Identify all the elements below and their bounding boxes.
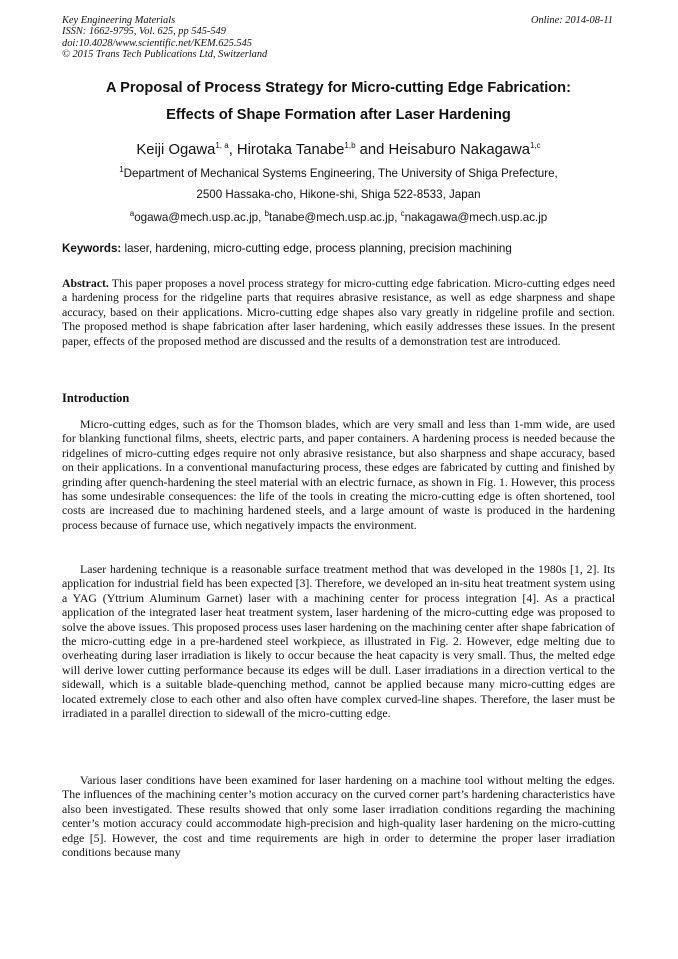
intro-paragraph-1: Micro-cutting edges, such as for the Thomson blades, which are very small and less than 1-mm wide, are used for blanking functional films, sheets, electric parts, and paper containers. A hardening process is needed because the ridgelines of micro-cutting edges require not only abrasive resistance, but also sharpness and shape accuracy, based on their applications. In a conventional manufacturing process, these edges are fabricated by cutting and finished by grinding after quench-hardening the steel material with an electric furnace, as shown in Fig. 1. However, this process has some undesirable consequences: the life of the tools in creating the micro-cutting edge is often shortened, tool costs are increased due to machining hardened steels, and a large amount of waste is produced in the hardening process because of furnace use, which negatively impacts the environment. [62,417,615,532]
author-superscript: 1, a [215,141,229,150]
abstract-text: This paper proposes a novel process strategy for micro-cutting edge fabrication. Micro-cutting edges need a hardening process for the ridgeline parts that requires abrasive resistance, as well as edge sharpness and shape accuracy, based on their applications. Micro-cutting edge shapes also vary greatly in ridgeline profile and section. The proposed method is shape fabrication after laser hardening, which easily addresses these issues. In the present paper, effects of the proposed method are discussed and the results of a demonstration test are introduced. [62,276,615,348]
email-address: tanabe@mech.usp.ac.jp, [269,210,401,224]
email-address: ogawa@mech.usp.ac.jp, [134,210,265,224]
abstract-paragraph [62,276,615,348]
author-list [62,141,615,158]
author-name: Keiji Ogawa [136,141,216,158]
author-separator: and [355,141,389,158]
author-superscript: 1,b [344,141,356,150]
keywords-line [62,242,615,255]
intro-paragraph-2: Laser hardening technique is a reasonable surface treatment method that was developed in the 1980s [1, 2]. Its application for industrial field has been expected [3]. Therefore, we developed an in-situ heat treatment system using a YAG (Yttrium Aluminum Garnet) laser with a machining center for process integration [4]. As a practical application of the integrated laser heat treatment system, laser hardening of the micro-cutting edge was proposed to solve the above issues. This proposed process uses laser hardening on the machining center after shape fabrication of the micro-cutting edge in a pre-hardened steel workpiece, as illustrated in Fig. 2. However, edge melting due to overheating during laser irradiation is likely to occur because the heat capacity is very small. Thus, the melted edge will derive lower cutting performance because its edges will be dull. Laser irradiations in a direction vertical to the sidewall, which is a suitable blade-quenching method, cannot be applied because many micro-cutting edges are located extremely close to each other and also often have complex curved-line shapes. Therefore, the laser must be irradiated in a parallel direction to sidewall of the micro-cutting edge. [62,562,615,721]
issn-line: ISSN: 1662-9795, Vol. 625, pp 545-549 [62,26,226,38]
journal-header [62,15,267,61]
author-separator: , [228,141,237,158]
email-superscript: b [264,209,269,218]
author-superscript: 1,c [529,141,541,150]
affiliation-line-1: $^1$Department of Mechanical Systems Engineering, The University of Shiga Prefecture, [119,165,558,180]
email-address: nakagawa@mech.usp.ac.jp [404,210,548,224]
paper-title-line-2: Effects of Shape Formation after Laser Hardening [166,107,511,123]
affiliation-line-2: 2500 Hassaka-cho, Hikone-shi, Shiga 522-8533, Japan [196,188,481,201]
introduction-heading: Introduction [62,391,130,405]
doi-line: doi:10.4028/www.scientific.net/KEM.625.545 [62,37,252,49]
online-date: Online: 2014-08-11 [530,15,613,26]
abstract-label: Abstract. [62,276,109,290]
journal-name: Key Engineering Materials [62,15,176,26]
author-name: Heisaburo Nakagawa [388,141,530,158]
author-name: Hirotaka Tanabe [236,141,345,158]
copyright-line: © 2015 Trans Tech Publications Ltd, Switzerland [62,49,268,61]
keywords-label: Keywords: [62,242,122,255]
email-superscript: a [129,209,135,218]
paper-title-line-1: A Proposal of Process Strategy for Micro-cutting Edge Fabrication: [106,80,571,96]
intro-paragraph-3: Various laser conditions have been examined for laser hardening on a machine tool without melting the edges. The influences of the machining center’s motion accuracy on the curved corner part’s hardening characteristics have also been investigated. These results showed that only some laser irradiation conditions regarding the machining center’s motion accuracy could accommodate high-precision and high-quality laser hardening on the micro-cutting edge [5]. However, the cost and time requirements are high in order to determine the proper laser irradiation conditions because many [62,773,615,860]
affiliation-superscript: 1 [119,165,124,174]
keywords-text: laser, hardening, micro-cutting edge, process planning, precision machining [121,242,512,255]
email-superscript: c [400,209,405,218]
email-line [62,209,615,224]
